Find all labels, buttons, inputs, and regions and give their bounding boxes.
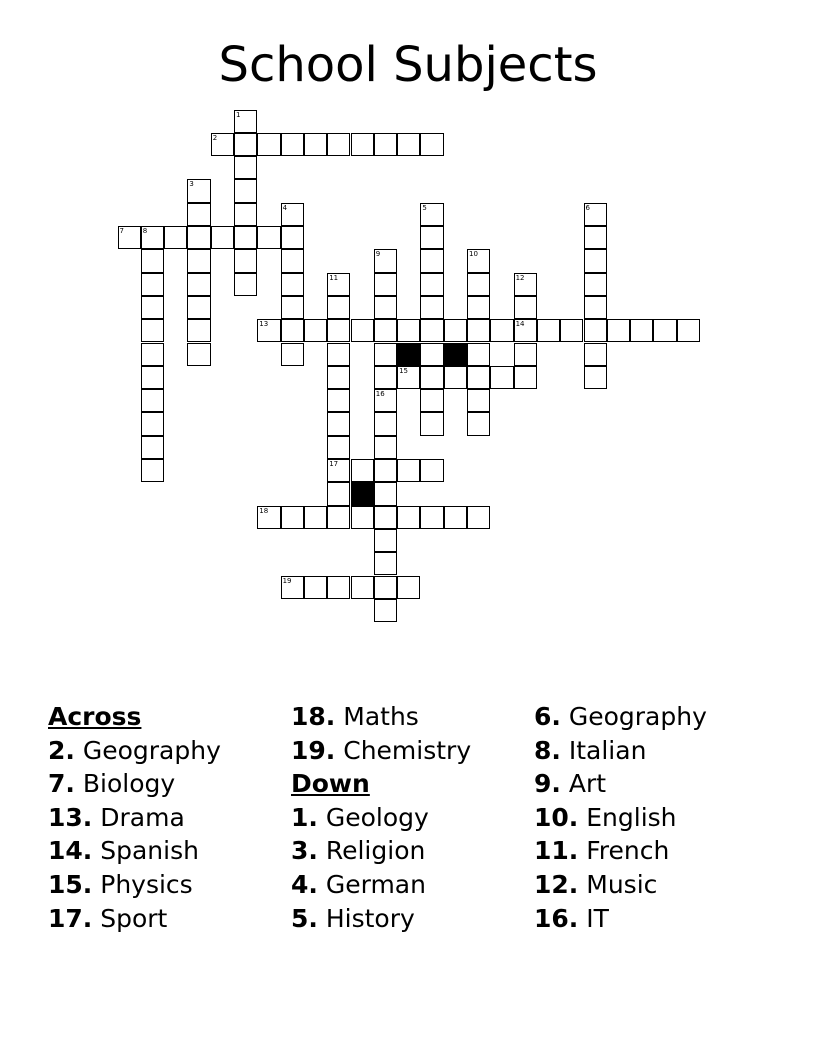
clue-number: 6.: [534, 702, 561, 731]
cell-number: 17: [329, 460, 339, 468]
clue-number: 1.: [291, 802, 318, 832]
grid-cell[interactable]: [281, 273, 304, 296]
cell-number: 3: [189, 180, 194, 189]
grid-cell[interactable]: [257, 226, 280, 249]
grid-cell[interactable]: [467, 343, 490, 366]
grid-cell[interactable]: [420, 226, 443, 249]
grid-cell[interactable]: [490, 366, 513, 389]
clue-text: Physics: [100, 869, 193, 899]
clue-down-12: [534, 868, 707, 902]
grid-cell[interactable]: [584, 343, 607, 366]
grid-cell[interactable]: [514, 273, 537, 296]
clue-text: Geology: [325, 802, 429, 832]
clue-down-3: [291, 834, 471, 868]
clue-across-14: [48, 834, 221, 868]
grid-cell[interactable]: [281, 506, 304, 529]
grid-cell[interactable]: [141, 459, 164, 482]
grid-cell[interactable]: [467, 506, 490, 529]
grid-cell[interactable]: [187, 226, 210, 249]
clue-across-13: [48, 801, 221, 835]
grid-cell[interactable]: [281, 249, 304, 272]
grid-cell[interactable]: [351, 133, 374, 156]
grid-cell[interactable]: [257, 506, 280, 529]
grid-cell[interactable]: [141, 226, 164, 249]
grid-cell[interactable]: [420, 389, 443, 412]
grid-cell[interactable]: [467, 296, 490, 319]
grid-cell[interactable]: [374, 436, 397, 459]
cell-number: 6: [585, 203, 590, 212]
grid-cell[interactable]: [374, 482, 397, 505]
clue-down-4: [291, 868, 471, 902]
clue-text: Maths: [343, 702, 419, 731]
cell-number: 10: [469, 250, 478, 259]
grid-cell[interactable]: [304, 133, 327, 156]
down-heading: Down: [291, 769, 370, 799]
grid-cell[interactable]: [141, 296, 164, 319]
clue-across-15: [48, 868, 221, 902]
grid-cell[interactable]: [327, 389, 350, 412]
grid-cell[interactable]: [374, 412, 397, 435]
cell-number: 18: [259, 506, 269, 515]
grid-cell[interactable]: [257, 133, 280, 156]
clue-text: Geography: [82, 735, 221, 765]
grid-cell[interactable]: [677, 319, 700, 342]
grid-cell[interactable]: [374, 599, 397, 622]
clue-column-1: [48, 700, 221, 935]
clue-number: 15.: [48, 869, 93, 899]
clue-text: Sport: [100, 903, 168, 933]
clue-column-2: [291, 700, 471, 935]
grid-cell[interactable]: [514, 319, 537, 342]
grid-cell[interactable]: [141, 343, 164, 366]
cell-number: 4: [282, 203, 288, 212]
clue-down-9: [534, 767, 707, 801]
cell-number: 8: [142, 227, 148, 235]
grid-block: [397, 343, 420, 366]
clue-across-7: [48, 767, 221, 801]
grid-cell[interactable]: [374, 133, 397, 156]
clue-number: 5.: [291, 903, 318, 933]
grid-cell[interactable]: [607, 319, 630, 342]
grid-cell[interactable]: [467, 319, 490, 342]
clue-down-11: [534, 834, 707, 868]
grid-cell[interactable]: [374, 319, 397, 342]
grid-cell[interactable]: [187, 249, 210, 272]
grid-cell[interactable]: [374, 459, 397, 482]
cell-number: 15: [399, 366, 409, 375]
grid-cell[interactable]: [281, 296, 304, 319]
grid-cell[interactable]: [560, 319, 583, 342]
clue-text: Music: [586, 869, 658, 899]
clue-text: English: [586, 802, 677, 832]
grid-cell[interactable]: [327, 343, 350, 366]
clue-number: 16.: [534, 903, 579, 933]
cell-number: 7: [119, 227, 124, 235]
cell-number: 2: [212, 133, 218, 142]
grid-cell[interactable]: [234, 156, 257, 179]
grid-cell[interactable]: [514, 343, 537, 366]
grid-cell[interactable]: [374, 529, 397, 552]
grid-cell[interactable]: [327, 366, 350, 389]
grid-cell[interactable]: [141, 412, 164, 435]
grid-cell[interactable]: [374, 273, 397, 296]
clue-number: 2.: [48, 735, 75, 765]
grid-cell[interactable]: [257, 319, 280, 342]
clue-text: History: [325, 903, 415, 933]
grid-cell[interactable]: [584, 249, 607, 272]
grid-cell[interactable]: [351, 576, 374, 599]
page-title: School Subjects: [218, 37, 598, 93]
grid-cell[interactable]: [374, 366, 397, 389]
grid-cell[interactable]: [187, 343, 210, 366]
grid-cell[interactable]: [374, 552, 397, 575]
grid-cell[interactable]: [630, 319, 653, 342]
clue-text: Art: [568, 769, 607, 799]
grid-cell[interactable]: [281, 226, 304, 249]
grid-cell[interactable]: [281, 576, 304, 599]
grid-cell[interactable]: [327, 412, 350, 435]
clue-down-1: [291, 801, 471, 835]
grid-cell[interactable]: [490, 319, 513, 342]
grid-block: [444, 343, 467, 366]
grid-cell[interactable]: [444, 319, 467, 342]
grid-cell[interactable]: [420, 273, 443, 296]
clue-down-6: [534, 700, 707, 734]
clue-column-3: [534, 700, 707, 935]
grid-cell[interactable]: [374, 343, 397, 366]
grid-cell[interactable]: [234, 226, 257, 249]
grid-cell[interactable]: [514, 296, 537, 319]
cell-number: 19: [282, 576, 292, 585]
grid-cell[interactable]: [467, 273, 490, 296]
grid-cell[interactable]: [234, 203, 257, 226]
grid-cell[interactable]: [584, 273, 607, 296]
clue-number: 12.: [534, 869, 579, 899]
grid-cell[interactable]: [327, 436, 350, 459]
clue-text: Spanish: [100, 836, 199, 866]
cell-number: 1: [236, 110, 241, 119]
grid-cell[interactable]: [187, 296, 210, 319]
grid-cell[interactable]: [187, 179, 210, 202]
clue-text: Religion: [325, 836, 426, 866]
grid-cell[interactable]: [537, 319, 560, 342]
clue-text: French: [586, 836, 670, 866]
grid-cell[interactable]: [584, 366, 607, 389]
clue-across-19: [291, 734, 471, 768]
clue-across-17: [48, 902, 221, 936]
clue-number: 3.: [291, 836, 318, 866]
grid-cell[interactable]: [281, 203, 304, 226]
grid-cell[interactable]: [467, 389, 490, 412]
clue-text: Drama: [100, 802, 185, 832]
cell-number: 12: [515, 273, 525, 282]
clue-text: Italian: [568, 735, 647, 765]
grid-cell[interactable]: [351, 459, 374, 482]
grid-cell[interactable]: [584, 226, 607, 249]
grid-cell[interactable]: [281, 319, 304, 342]
grid-cell[interactable]: [397, 133, 420, 156]
across-heading: Across: [48, 702, 142, 731]
grid-cell[interactable]: [420, 203, 443, 226]
cell-number: 5: [422, 203, 427, 212]
grid-cell[interactable]: [141, 273, 164, 296]
grid-cell[interactable]: [584, 319, 607, 342]
grid-cell[interactable]: [327, 133, 350, 156]
clue-text: German: [325, 869, 426, 899]
grid-cell[interactable]: [327, 319, 350, 342]
grid-cell[interactable]: [420, 459, 443, 482]
grid-cell[interactable]: [211, 133, 234, 156]
grid-cell[interactable]: [327, 459, 350, 482]
clue-number: 19.: [291, 735, 336, 765]
grid-cell[interactable]: [397, 319, 420, 342]
grid-block: [351, 482, 374, 505]
grid-cell[interactable]: [420, 319, 443, 342]
grid-cell[interactable]: [234, 273, 257, 296]
clue-number: 8.: [534, 735, 561, 765]
grid-cell[interactable]: [351, 506, 374, 529]
grid-cell[interactable]: [420, 296, 443, 319]
grid-cell[interactable]: [118, 226, 141, 249]
clue-across-2: [48, 734, 221, 768]
clue-down-10: [534, 801, 707, 835]
clue-text: Biology: [82, 769, 176, 799]
grid-cell[interactable]: [420, 412, 443, 435]
grid-cell[interactable]: [304, 576, 327, 599]
grid-cell[interactable]: [420, 343, 443, 366]
clue-down-8: [534, 734, 707, 768]
grid-cell[interactable]: [141, 389, 164, 412]
clue-number: 10.: [534, 802, 579, 832]
clue-number: 7.: [48, 769, 75, 799]
grid-cell[interactable]: [420, 506, 443, 529]
clue-across-18: [291, 700, 471, 734]
grid-cell[interactable]: [374, 576, 397, 599]
grid-cell[interactable]: [304, 319, 327, 342]
grid-cell[interactable]: [444, 366, 467, 389]
grid-cell[interactable]: [374, 506, 397, 529]
grid-cell[interactable]: [187, 203, 210, 226]
grid-cell[interactable]: [327, 273, 350, 296]
clue-text: Geography: [568, 702, 707, 731]
grid-cell[interactable]: [397, 459, 420, 482]
clue-number: 13.: [48, 802, 93, 832]
grid-cell[interactable]: [420, 249, 443, 272]
grid-cell[interactable]: [374, 249, 397, 272]
grid-cell[interactable]: [187, 319, 210, 342]
clue-down-5: [291, 902, 471, 936]
clue-number: 18.: [291, 702, 336, 731]
grid-cell[interactable]: [304, 506, 327, 529]
grid-cell[interactable]: [584, 203, 607, 226]
grid-cell[interactable]: [467, 249, 490, 272]
cell-number: 11: [329, 273, 339, 282]
grid-cell[interactable]: [141, 436, 164, 459]
grid-cell[interactable]: [164, 226, 187, 249]
clue-text: IT: [586, 903, 609, 933]
grid-cell[interactable]: [397, 506, 420, 529]
cell-number: 13: [259, 320, 269, 329]
clue-number: 11.: [534, 836, 579, 866]
grid-cell[interactable]: [141, 366, 164, 389]
grid-cell[interactable]: [397, 576, 420, 599]
grid-cell[interactable]: [374, 296, 397, 319]
cell-number: 16: [375, 390, 385, 399]
grid-cell[interactable]: [281, 133, 304, 156]
clue-number: 4.: [291, 869, 318, 899]
grid-cell[interactable]: [234, 179, 257, 202]
grid-cell[interactable]: [397, 366, 420, 389]
clue-number: 9.: [534, 769, 561, 799]
grid-cell[interactable]: [327, 506, 350, 529]
grid-cell[interactable]: [653, 319, 676, 342]
grid-cell[interactable]: [444, 506, 467, 529]
cell-number: 14: [515, 320, 525, 329]
grid-cell[interactable]: [141, 319, 164, 342]
cell-number: 9: [375, 250, 381, 259]
clue-text: Chemistry: [343, 735, 472, 765]
grid-cell[interactable]: [374, 389, 397, 412]
grid-cell[interactable]: [327, 296, 350, 319]
grid-cell[interactable]: [141, 249, 164, 272]
grid-cell[interactable]: [187, 273, 210, 296]
grid-cell[interactable]: [467, 412, 490, 435]
grid-cell[interactable]: [420, 366, 443, 389]
grid-cell[interactable]: [281, 343, 304, 366]
clue-number: 14.: [48, 836, 93, 866]
grid-cell[interactable]: [327, 482, 350, 505]
grid-cell[interactable]: [467, 366, 490, 389]
grid-cell[interactable]: [351, 319, 374, 342]
grid-cell[interactable]: [420, 133, 443, 156]
grid-cell[interactable]: [234, 249, 257, 272]
grid-cell[interactable]: [211, 226, 234, 249]
clue-number: 17.: [48, 903, 93, 933]
grid-cell[interactable]: [327, 576, 350, 599]
grid-cell[interactable]: [234, 133, 257, 156]
clue-down-16: [534, 902, 707, 936]
grid-cell[interactable]: [234, 110, 257, 133]
grid-cell[interactable]: [584, 296, 607, 319]
grid-cell[interactable]: [514, 366, 537, 389]
